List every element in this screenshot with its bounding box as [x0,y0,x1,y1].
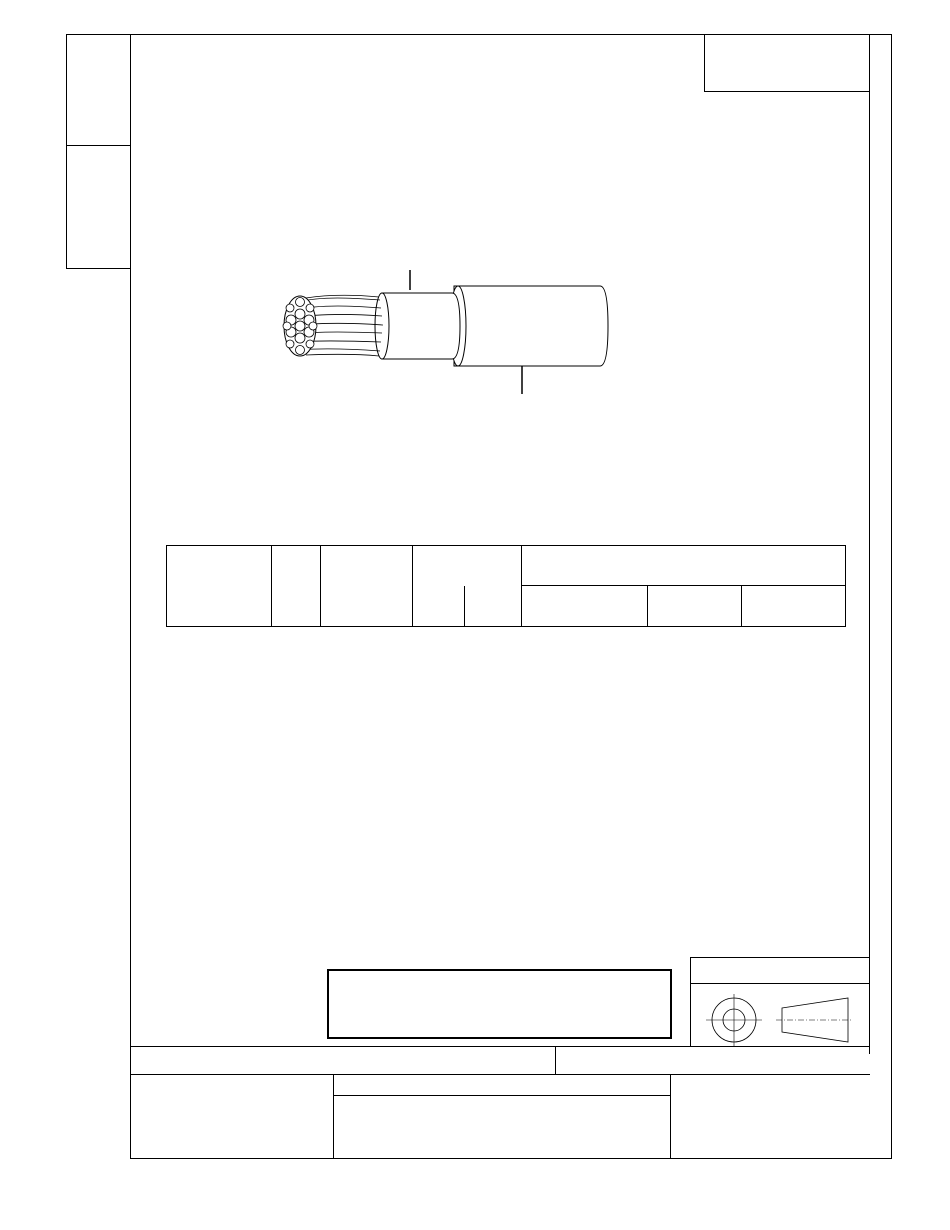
frame-left-bottom [66,268,130,269]
supply-box-left [704,34,705,91]
frame-left [130,34,131,1159]
third-angle-projection-symbol [700,990,860,1046]
tb-line2 [130,1074,870,1075]
frame-top [66,34,892,35]
th-weight [742,586,846,627]
frame-right [891,34,892,1159]
proj-box-left [690,957,691,1046]
frame-bottom [130,1158,892,1159]
th-stranding [320,546,412,627]
th-min [413,586,465,627]
wire-illustration [262,268,622,396]
proj-box-divider [690,983,869,984]
tb-line1 [130,1046,870,1047]
tb-vline3 [670,1074,671,1158]
th-max [465,586,521,627]
construction-table [166,545,846,627]
tb-vline2 [333,1074,334,1158]
proj-box-top [690,957,869,958]
th-part-no [167,546,272,627]
info-box [327,969,672,1039]
frame-left-divider [66,145,130,146]
th-diameter [413,546,521,586]
tb-vline1 [555,1046,556,1075]
th-fw-diameter [648,586,742,627]
supply-box-bottom [704,91,869,92]
th-wire-size [272,546,320,627]
th-finished-wire [521,546,845,586]
tb-heading-line [333,1095,670,1096]
frame-right-inner [869,34,870,1054]
th-resistance [521,586,648,627]
frame-left-block [66,34,67,269]
